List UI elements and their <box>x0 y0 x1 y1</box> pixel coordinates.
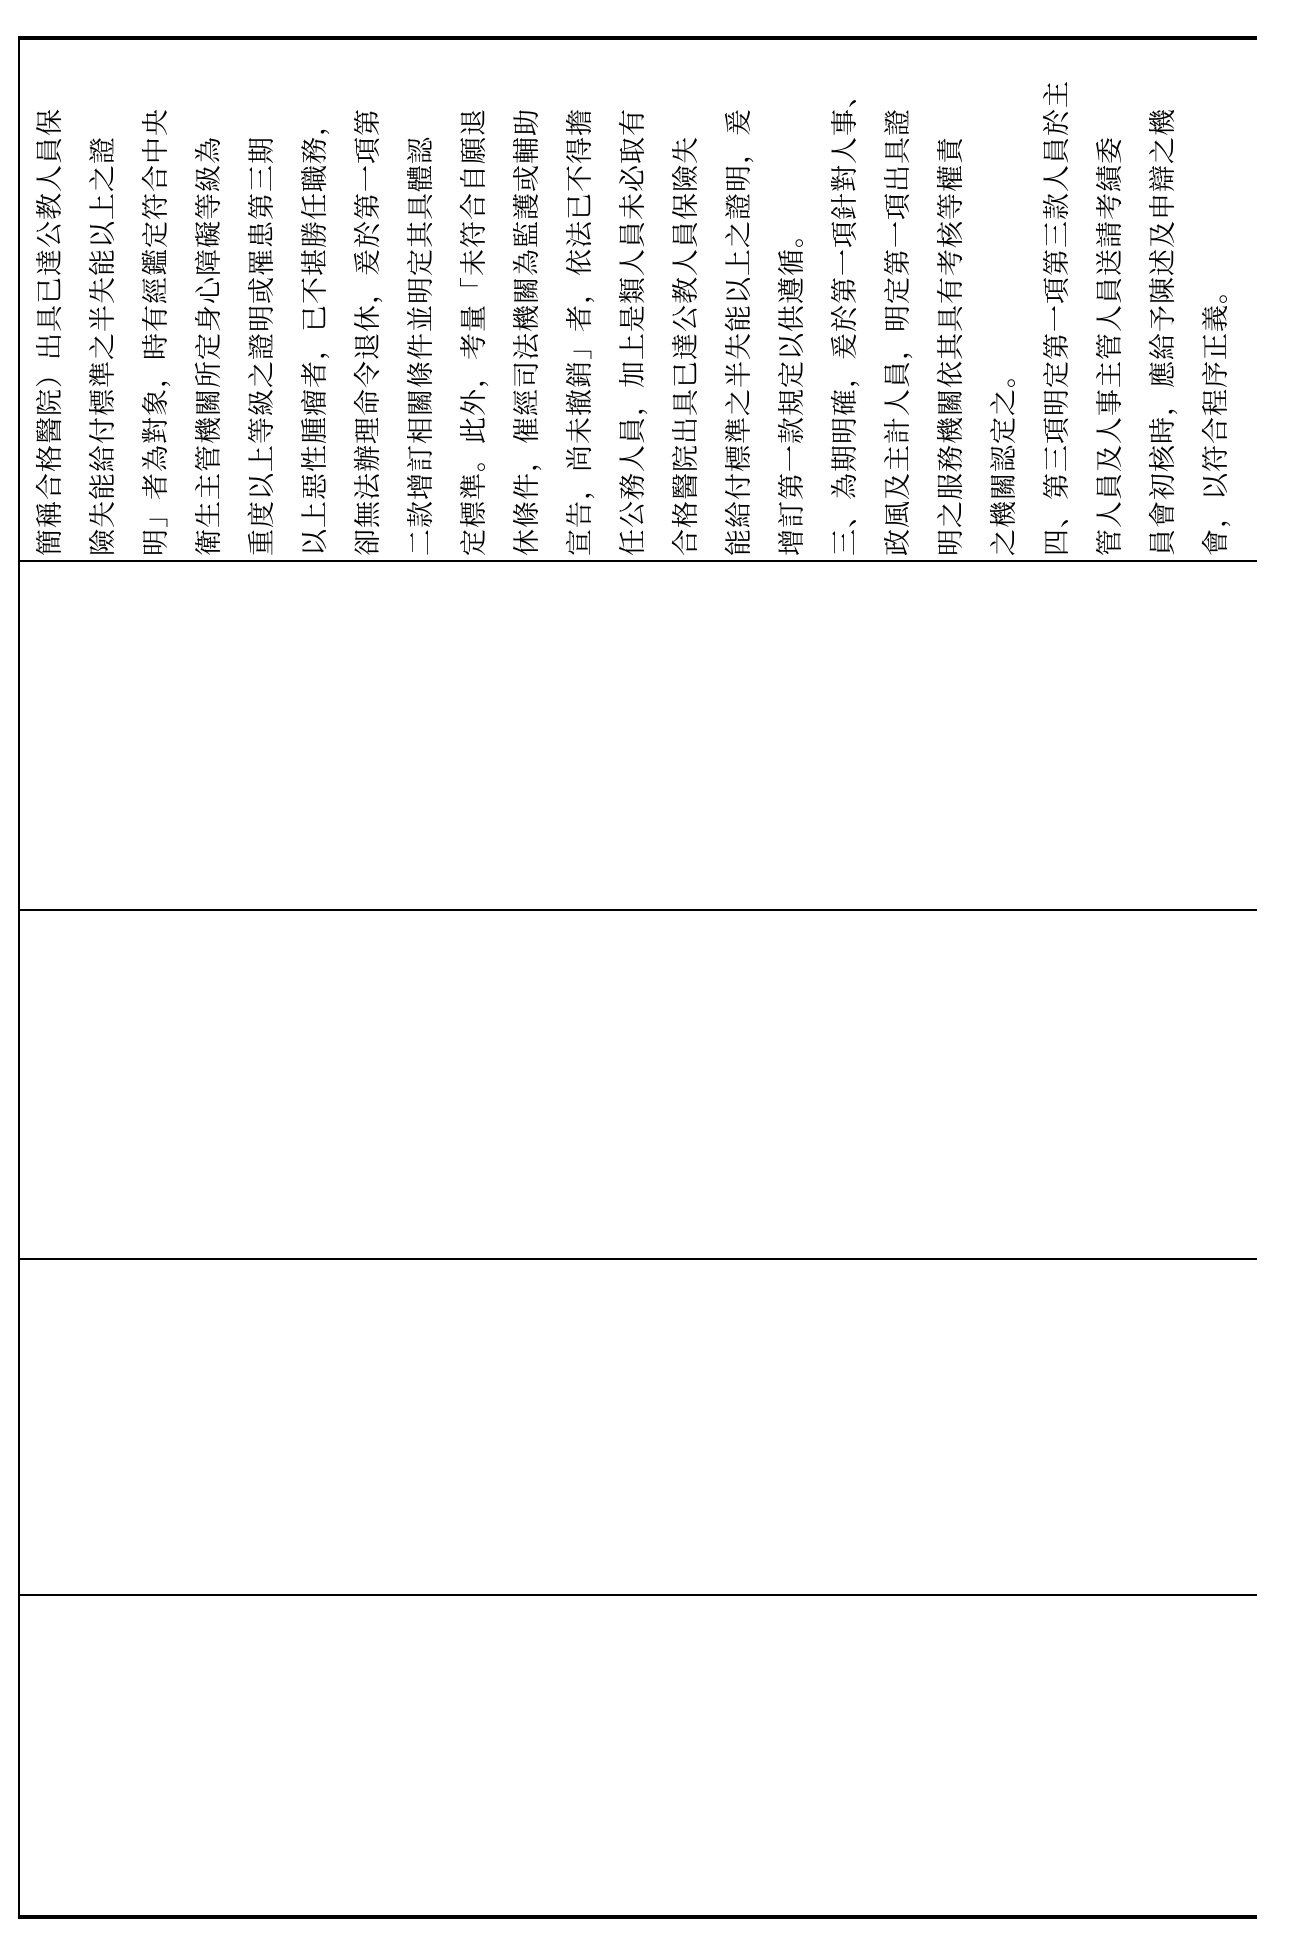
text-line: 休條件，催經司法機關為監護或輔助 <box>512 108 543 556</box>
explanation-cell <box>20 40 1257 560</box>
text-line: 任公務人員，加上是類人員未必取有 <box>618 108 649 556</box>
text-line: 明之服務機關依其具有考核等權責 <box>936 136 967 556</box>
empty-cell <box>20 1596 1257 1915</box>
text-line: 定標準。此外，考量「未符合自願退 <box>459 108 490 556</box>
text-line: 三、為期明確，爰於第一項針對人事、 <box>830 80 861 556</box>
document-table <box>18 36 1257 1919</box>
text-line: 之機關認定之。 <box>989 360 1020 556</box>
text-line: 簡稱合格醫院）出具已達公教人員保 <box>35 108 66 556</box>
text-line: 合格醫院出具已達公教人員保險失 <box>671 136 702 556</box>
text-line: 員會初核時，應給予陳述及申辯之機 <box>1148 108 1179 556</box>
text-line: 卻無法辦理命令退休，爰於第一項第 <box>353 108 384 556</box>
text-line: 重度以上等級之證明或罹患第三期 <box>247 136 278 556</box>
text-line: 管人員及人事主管人員送請考績委 <box>1095 136 1126 556</box>
text-line: 增訂第一款規定以供遵循。 <box>777 220 808 556</box>
text-line: 會，以符合程序正義。 <box>1201 276 1232 556</box>
table-bottom-border <box>20 1915 1257 1919</box>
text-line: 能給付標準之半失能以上之證明，爰 <box>724 108 755 556</box>
text-line: 宣告，尚未撤銷」者，依法已不得擔 <box>565 108 596 556</box>
text-line: 險失能給付標準之半失能以上之證 <box>88 136 119 556</box>
text-line: 明」者為對象，時有經鑑定符合中央 <box>141 108 172 556</box>
empty-cell <box>20 911 1257 1258</box>
text-line: 二款增訂相關條件並明定其具體認 <box>406 136 437 556</box>
text-line: 四、第三項明定第一項第三款人員於主 <box>1042 80 1073 556</box>
text-line: 政風及主計人員，明定第一項出具證 <box>883 108 914 556</box>
text-line: 衛生主管機關所定身心障礙等級為 <box>194 136 225 556</box>
empty-cell <box>20 1260 1257 1594</box>
empty-cell <box>20 562 1257 909</box>
text-line: 以上惡性腫瘤者，已不堪勝任職務， <box>300 108 331 556</box>
